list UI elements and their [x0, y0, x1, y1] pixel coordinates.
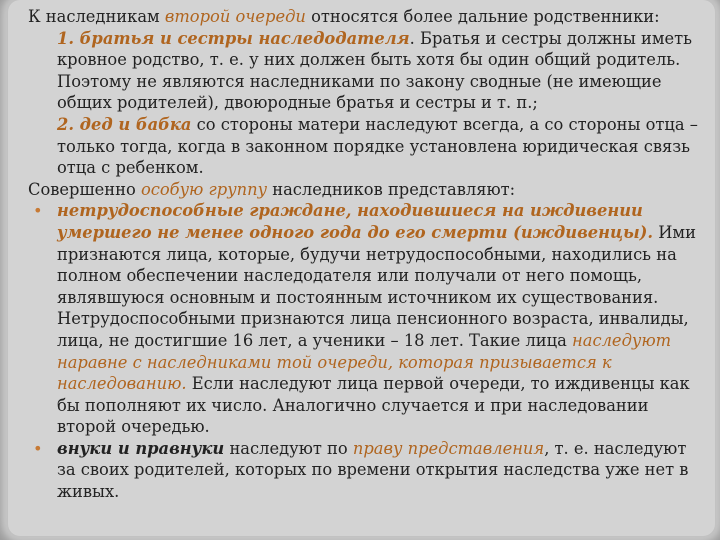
bullet-term: внуки и правнуки	[57, 438, 225, 458]
item-term: братья и сестры наследодателя	[79, 28, 410, 48]
bullet-dependents	[28, 200, 700, 438]
bullet-icon: •	[33, 201, 43, 221]
bullet-text: Ими признаются лица, которые, будучи нетрудоспособными, находились на полном обеспечении наследодателя или получали от него помощь, являвшуюся основным и постоянным источником их существования. Нетрудоспособными признаются лица пенсионного возраста, инвалиды, лица, не достигшие 16 лет, а ученики – 18 лет. Такие лица	[57, 222, 696, 350]
special-text: Совершенно	[28, 179, 141, 199]
bullet-term: нетрудоспособные граждане, находившиеся на иждивении умершего не менее одного года до его смерти (иждивенцы).	[57, 201, 654, 242]
item-text: . Братья и сестры должны иметь кровное родство, т. е. у них должен быть хотя бы один общий родитель. Поэтому не являются наследниками по закону сводные (не имеющие общих родителей), двоюродные братья и сестры и т. п.;	[57, 28, 693, 113]
list-item-siblings	[28, 28, 700, 114]
intro-text-end: относятся более дальние родственники:	[305, 7, 660, 26]
list-item-grandparents	[28, 114, 700, 179]
special-group-paragraph	[28, 179, 700, 201]
intro-text: К наследникам	[28, 7, 165, 26]
slide-card	[8, 0, 715, 536]
item-term: дед и бабка	[79, 114, 192, 134]
intro-highlight: второй очереди	[164, 7, 306, 26]
bullet-highlight: праву представления	[352, 438, 545, 458]
bullet-highlight: наследуют наравне с наследниками той очереди, которая призывается к наследованию.	[57, 330, 672, 394]
slide-text	[28, 6, 700, 503]
special-text-end: наследников представляют:	[267, 179, 516, 199]
special-highlight: особую группу	[140, 179, 268, 199]
bullet-text-end: , т. е. наследуют за своих родителей, которых по времени открытия наследства уже нет в живых.	[57, 438, 689, 502]
item-text: со стороны матери наследуют всегда, а со стороны отца – только тогда, когда в законном порядке установлена юридическая связь отца с ребенком.	[57, 114, 698, 178]
item-number: 1.	[57, 28, 80, 48]
bullet-text: наследуют по	[224, 438, 353, 458]
intro-paragraph	[28, 6, 700, 28]
item-number: 2.	[57, 114, 80, 134]
bullet-grandchildren	[28, 438, 700, 503]
bullet-icon: •	[33, 438, 43, 458]
bullet-text-end: Если наследуют лица первой очереди, то иждивенцы как бы пополняют их число. Аналогично случается и при наследовании второй очередью.	[57, 374, 690, 437]
